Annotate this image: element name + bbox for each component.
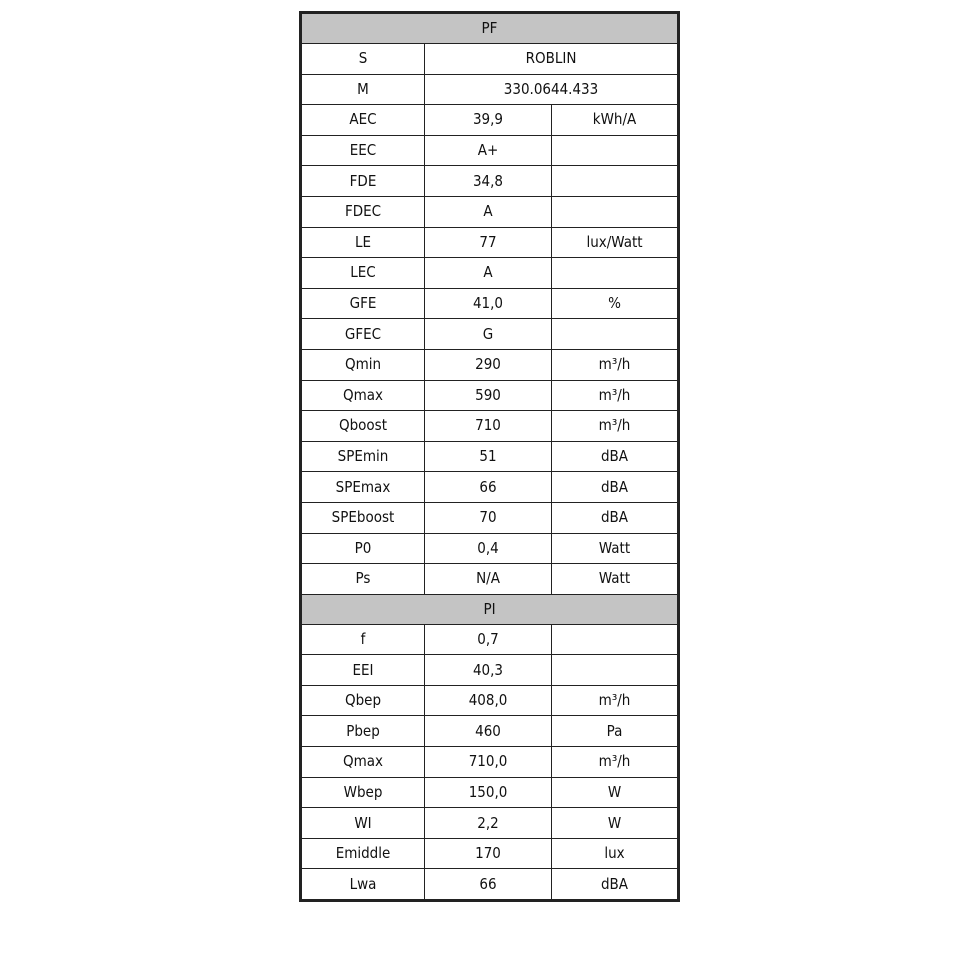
row-unit [552,258,679,289]
row-unit: Watt [552,533,679,564]
row-unit: W [552,777,679,808]
table-row [301,105,679,136]
row-label: P0 [301,533,425,564]
row-value: 710,0 [425,747,552,778]
row-unit [552,655,679,686]
row-value: 41,0 [425,288,552,319]
row-value: 460 [425,716,552,747]
row-value: 290 [425,349,552,380]
row-label: SPEmax [301,472,425,503]
row-unit: dBA [552,441,679,472]
row-label: SPEboost [301,502,425,533]
table-row [301,349,679,380]
section-title: PF [301,13,679,44]
table-row [301,869,679,901]
spec-table [299,11,680,902]
table-row [301,747,679,778]
row-label: EEI [301,655,425,686]
row-label: Wbep [301,777,425,808]
section-header-row [301,594,679,624]
row-label: M [301,74,425,105]
row-label: WI [301,808,425,839]
row-label: FDEC [301,196,425,227]
row-value: ROBLIN [425,44,679,75]
row-value: A [425,196,552,227]
row-unit: Pa [552,716,679,747]
row-label: LE [301,227,425,258]
table-row [301,502,679,533]
row-label: AEC [301,105,425,136]
row-label: Emiddle [301,838,425,869]
row-unit [552,196,679,227]
row-value: 0,7 [425,624,552,655]
row-label: Ps [301,564,425,595]
table-row [301,838,679,869]
table-row [301,685,679,716]
table-row [301,441,679,472]
row-unit: Watt [552,564,679,595]
row-value: A+ [425,135,552,166]
row-value: 66 [425,472,552,503]
row-unit: m³/h [552,349,679,380]
row-value: 710 [425,411,552,442]
row-value: 51 [425,441,552,472]
table-row [301,624,679,655]
row-value: 66 [425,869,552,901]
row-label: Qboost [301,411,425,442]
table-row [301,196,679,227]
table-row [301,716,679,747]
row-unit: kWh/A [552,105,679,136]
row-value: G [425,319,552,350]
row-value: 34,8 [425,166,552,197]
section-header-row [301,13,679,44]
table-row [301,288,679,319]
table-row [301,258,679,289]
row-label: Qbep [301,685,425,716]
table-row [301,319,679,350]
row-value: 77 [425,227,552,258]
row-label: GFE [301,288,425,319]
row-label: f [301,624,425,655]
row-unit [552,166,679,197]
row-label: Pbep [301,716,425,747]
row-value: A [425,258,552,289]
table-row [301,44,679,75]
row-value: 39,9 [425,105,552,136]
row-label: Lwa [301,869,425,901]
table-row [301,655,679,686]
row-label: LEC [301,258,425,289]
row-value: 40,3 [425,655,552,686]
row-value: 408,0 [425,685,552,716]
table-row [301,533,679,564]
section-title: PI [301,594,679,624]
row-value: 70 [425,502,552,533]
row-unit: m³/h [552,685,679,716]
row-value: N/A [425,564,552,595]
row-value: 150,0 [425,777,552,808]
table-row [301,411,679,442]
row-label: Qmin [301,349,425,380]
row-label: GFEC [301,319,425,350]
spec-table-body [301,13,679,901]
table-row [301,777,679,808]
row-value: 2,2 [425,808,552,839]
table-row [301,135,679,166]
table-row [301,74,679,105]
row-unit: W [552,808,679,839]
row-unit: % [552,288,679,319]
row-label: FDE [301,166,425,197]
row-unit: dBA [552,869,679,901]
table-row [301,166,679,197]
table-row [301,380,679,411]
table-row [301,472,679,503]
row-value: 0,4 [425,533,552,564]
row-unit [552,624,679,655]
row-unit: lux [552,838,679,869]
table-row [301,808,679,839]
table-row [301,564,679,595]
row-label: SPEmin [301,441,425,472]
row-label: EEC [301,135,425,166]
row-unit: dBA [552,502,679,533]
row-unit: m³/h [552,411,679,442]
table-row [301,227,679,258]
row-unit: lux/Watt [552,227,679,258]
row-unit: dBA [552,472,679,503]
row-label: Qmax [301,380,425,411]
row-unit [552,319,679,350]
row-unit: m³/h [552,380,679,411]
row-value: 590 [425,380,552,411]
row-unit [552,135,679,166]
row-label: Qmax [301,747,425,778]
row-unit: m³/h [552,747,679,778]
row-value: 330.0644.433 [425,74,679,105]
row-label: S [301,44,425,75]
row-value: 170 [425,838,552,869]
